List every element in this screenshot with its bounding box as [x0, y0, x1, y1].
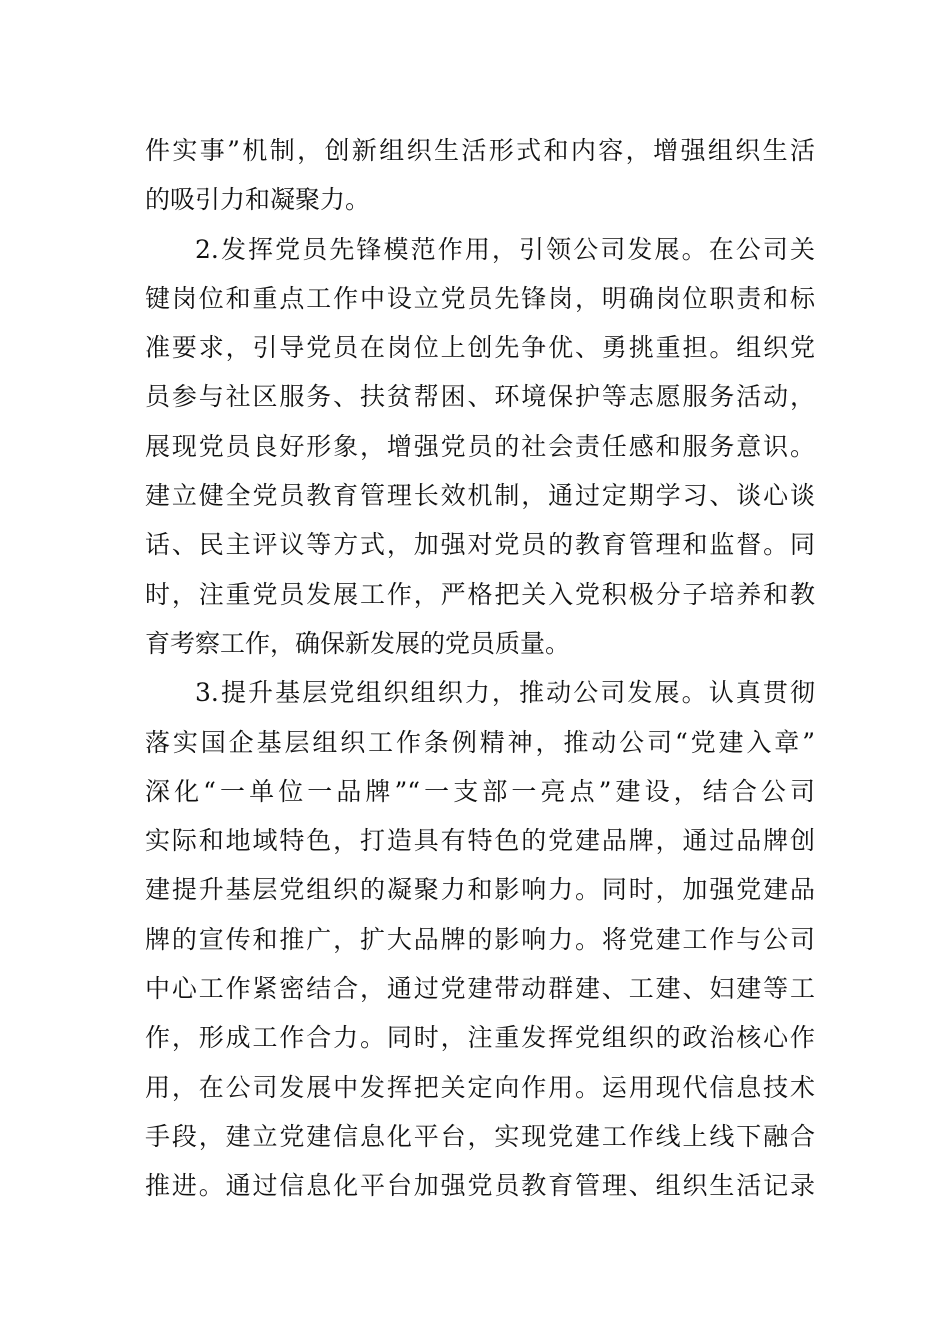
text-line: 育考察工作，确保新发展的党员质量。 [145, 628, 571, 658]
text-line: 中心工作紧密结合，通过党建带动群建、工建、妇建等工 [145, 974, 815, 1004]
text-line: 展现党员良好形象，增强党员的社会责任感和服务意识。 [145, 431, 815, 461]
text-line: 员参与社区服务、扶贫帮困、环境保护等志愿服务活动， [145, 382, 815, 412]
text-line: 牌的宣传和推广，扩大品牌的影响力。将党建工作与公司 [145, 924, 815, 954]
paragraph-first-line: 2.发挥党员先锋模范作用，引领公司发展。在公司关 [195, 234, 815, 264]
text-line: 建提升基层党组织的凝聚力和影响力。同时，加强党建品 [145, 875, 815, 905]
text-line: 准要求，引导党员在岗位上创先争优、勇挑重担。组织党 [145, 333, 815, 363]
paragraph-first-line: 3.提升基层党组织组织力，推动公司发展。认真贯彻 [195, 678, 815, 708]
text-line: 落实国企基层组织工作条例精神，推动公司“党建入章” [145, 727, 815, 757]
text-line: 件实事”机制，创新组织生活形式和内容，增强组织生活 [145, 136, 815, 165]
text-line: 话、民主评议等方式，加强对党员的教育管理和监督。同 [145, 530, 815, 560]
text-line: 的吸引力和凝聚力。 [145, 185, 371, 215]
text-line: 用，在公司发展中发挥把关定向作用。运用现代信息技术 [145, 1072, 815, 1102]
text-line: 深化“一单位一品牌”“一支部一亮点”建设，结合公司 [145, 776, 815, 806]
body-text [145, 126, 815, 1211]
text-line: 键岗位和重点工作中设立党员先锋岗，明确岗位职责和标 [145, 283, 815, 313]
text-line: 时，注重党员发展工作，严格把关入党积极分子培养和教 [145, 579, 815, 609]
text-line: 作，形成工作合力。同时，注重发挥党组织的政治核心作 [145, 1023, 815, 1053]
text-line: 建立健全党员教育管理长效机制，通过定期学习、谈心谈 [145, 481, 815, 511]
text-line: 推进。通过信息化平台加强党员教育管理、组织生活记录 [145, 1171, 815, 1201]
text-line: 手段，建立党建信息化平台，实现党建工作线上线下融合 [145, 1121, 815, 1151]
text-line: 实际和地域特色，打造具有特色的党建品牌，通过品牌创 [145, 826, 815, 856]
